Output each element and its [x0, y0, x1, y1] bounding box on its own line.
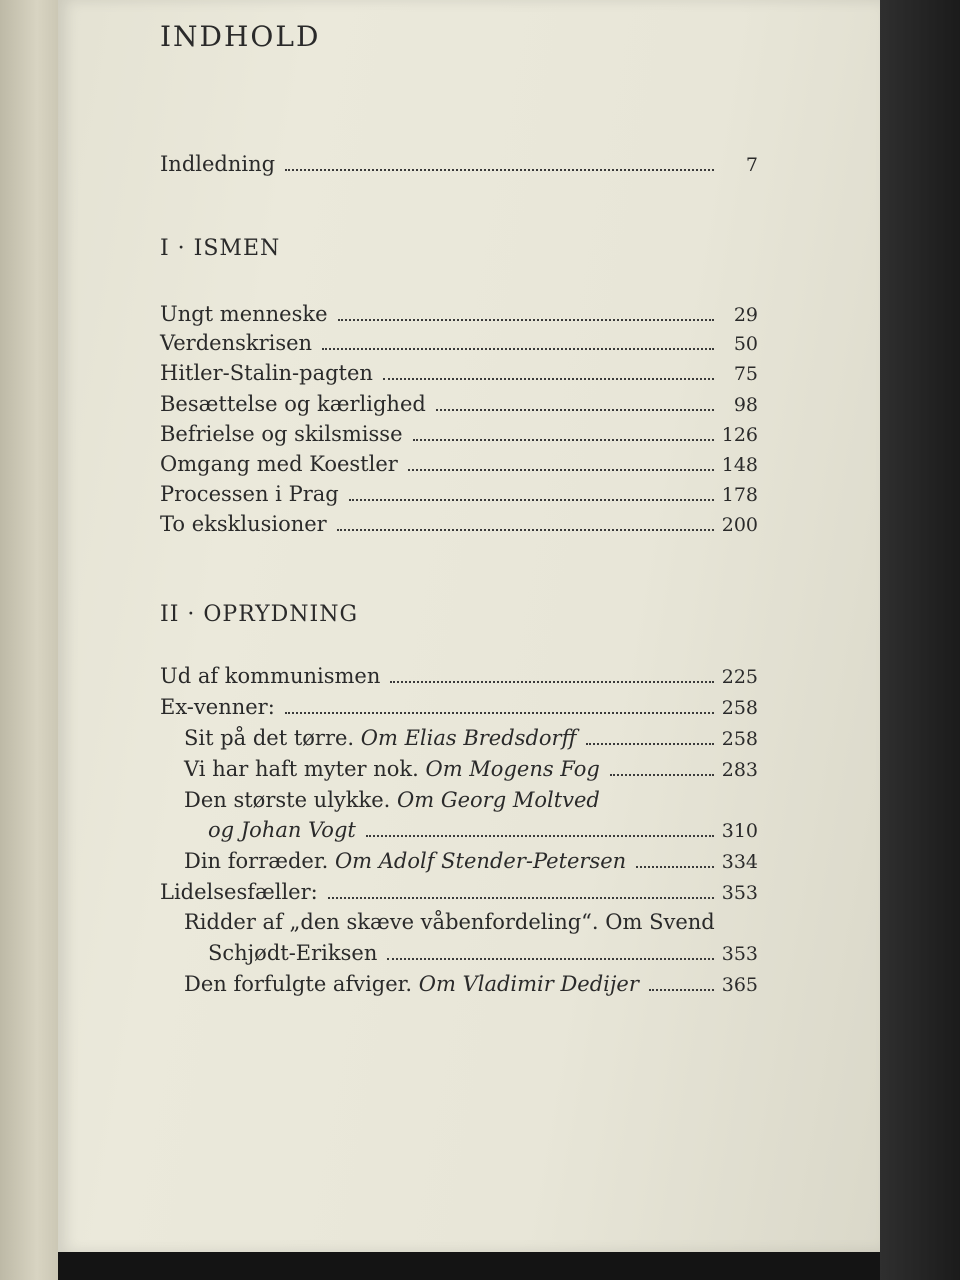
toc-entry-page: 50: [733, 333, 758, 355]
dot-leader: [338, 319, 714, 321]
dot-leader: [337, 529, 714, 531]
dot-leader: [285, 712, 714, 714]
essay-subject-cont: og Johan Vogt: [208, 818, 356, 842]
toc-entry-page: 353: [721, 882, 758, 904]
essay-subject: Om Mogens Fog: [425, 757, 600, 781]
part-heading-2: II · OPRYDNING: [160, 602, 359, 627]
toc-entry-label: Hitler-Stalin-pagten: [160, 361, 373, 385]
page-bottom-shadow: [58, 1252, 880, 1280]
toc-subentry-continuation: [208, 816, 758, 845]
toc-entry: [160, 662, 758, 691]
toc-subentry: [184, 847, 758, 876]
toc-entry-label: [208, 816, 356, 844]
toc-subentry: [184, 970, 758, 999]
book-page: [58, 0, 880, 1252]
dot-leader: [408, 469, 714, 471]
toc-entry-label: Omgang med Koestler: [160, 452, 398, 476]
toc-subentry-continuation: [208, 939, 758, 968]
toc-entry-page: 75: [733, 363, 758, 385]
toc-entry: [160, 300, 758, 329]
toc-entry-label: Ungt menneske: [160, 302, 328, 326]
toc-entry-page: 334: [721, 851, 758, 873]
toc-entry-label: Verdenskrisen: [160, 331, 313, 355]
toc-entry-page: 225: [721, 666, 758, 688]
toc-subentry: [184, 724, 758, 753]
dot-leader: [383, 378, 714, 380]
dot-leader: [413, 439, 715, 441]
toc-entry: [160, 480, 758, 509]
page-title: INDHOLD: [160, 20, 321, 53]
toc-entry-page: 148: [721, 454, 758, 476]
toc-entry-page: 353: [721, 943, 758, 965]
essay-title: Din forræder.: [184, 849, 329, 873]
essay-title: Vi har haft myter nok.: [184, 757, 419, 781]
toc-entry-page: 7: [745, 154, 758, 176]
essay-title: Ridder af „den skæve våbenfordeling“. Om Svend: [184, 910, 715, 934]
essay-title: Den forfulgte afviger.: [184, 972, 413, 996]
toc-entry-label: [184, 847, 626, 875]
dot-leader: [349, 499, 714, 501]
essay-subject: Om Georg Moltved: [397, 788, 600, 812]
toc-entry: [160, 359, 758, 388]
toc-entry-label: Processen i Prag: [160, 482, 339, 506]
toc-entry: [160, 450, 758, 479]
table-of-contents: [58, 0, 880, 1252]
toc-subentry-first-line: [184, 786, 600, 814]
essay-subject: Om Vladimir Dedijer: [418, 972, 639, 996]
toc-entry-label: Indledning: [160, 152, 276, 176]
toc-entry-label: Ud af kommunismen: [160, 664, 381, 688]
dot-leader: [586, 743, 714, 745]
toc-entry-page: 310: [721, 820, 758, 842]
toc-entry-page: 200: [721, 514, 758, 536]
dot-leader: [649, 989, 714, 991]
toc-entry-page: 258: [721, 697, 758, 719]
toc-subentry-first-line: [184, 908, 715, 936]
dot-leader: [366, 835, 714, 837]
toc-entry-label: To eksklusioner: [160, 512, 327, 536]
book-cover-edge: [0, 0, 62, 1280]
toc-entry: [160, 510, 758, 539]
dot-leader: [322, 348, 714, 350]
dot-leader: [610, 774, 714, 776]
toc-entry-indledning: [160, 150, 758, 179]
toc-entry: [160, 390, 758, 419]
dot-leader: [285, 169, 714, 171]
dot-leader: [636, 866, 714, 868]
essay-title: Sit på det tørre.: [184, 726, 355, 750]
toc-entry-label: [184, 724, 576, 752]
essay-title: Den største ulykke.: [184, 788, 391, 812]
toc-entry-page: 258: [721, 728, 758, 750]
toc-entry: [160, 693, 758, 722]
toc-entry-page: 98: [733, 394, 758, 416]
dot-leader: [436, 409, 714, 411]
toc-entry: [160, 420, 758, 449]
toc-entry-label: [184, 755, 600, 783]
toc-entry-label: Schjødt-Eriksen: [208, 941, 378, 965]
dot-leader: [328, 897, 714, 899]
toc-entry-label: Besættelse og kærlighed: [160, 392, 426, 416]
book-spine-shadow: [880, 0, 960, 1280]
toc-entry-page: 178: [721, 484, 758, 506]
part-heading-1: I · ISMEN: [160, 236, 281, 261]
toc-entry-label: Ex-venner:: [160, 695, 275, 719]
toc-entry-page: 365: [721, 974, 758, 996]
essay-subject: Om Elias Bredsdorff: [360, 726, 577, 750]
dot-leader: [387, 958, 714, 960]
toc-entry-label: [184, 970, 639, 998]
dot-leader: [390, 681, 714, 683]
toc-entry: [160, 329, 758, 358]
toc-entry-label: Befrielse og skilsmisse: [160, 422, 403, 446]
toc-entry-page: 283: [721, 759, 758, 781]
toc-entry-page: 126: [721, 424, 758, 446]
essay-subject: Om Adolf Stender-Petersen: [334, 849, 627, 873]
toc-entry-label: Lidelsesfæller:: [160, 880, 318, 904]
toc-subentry: [184, 755, 758, 784]
toc-entry-page: 29: [733, 304, 758, 326]
toc-entry: [160, 878, 758, 907]
